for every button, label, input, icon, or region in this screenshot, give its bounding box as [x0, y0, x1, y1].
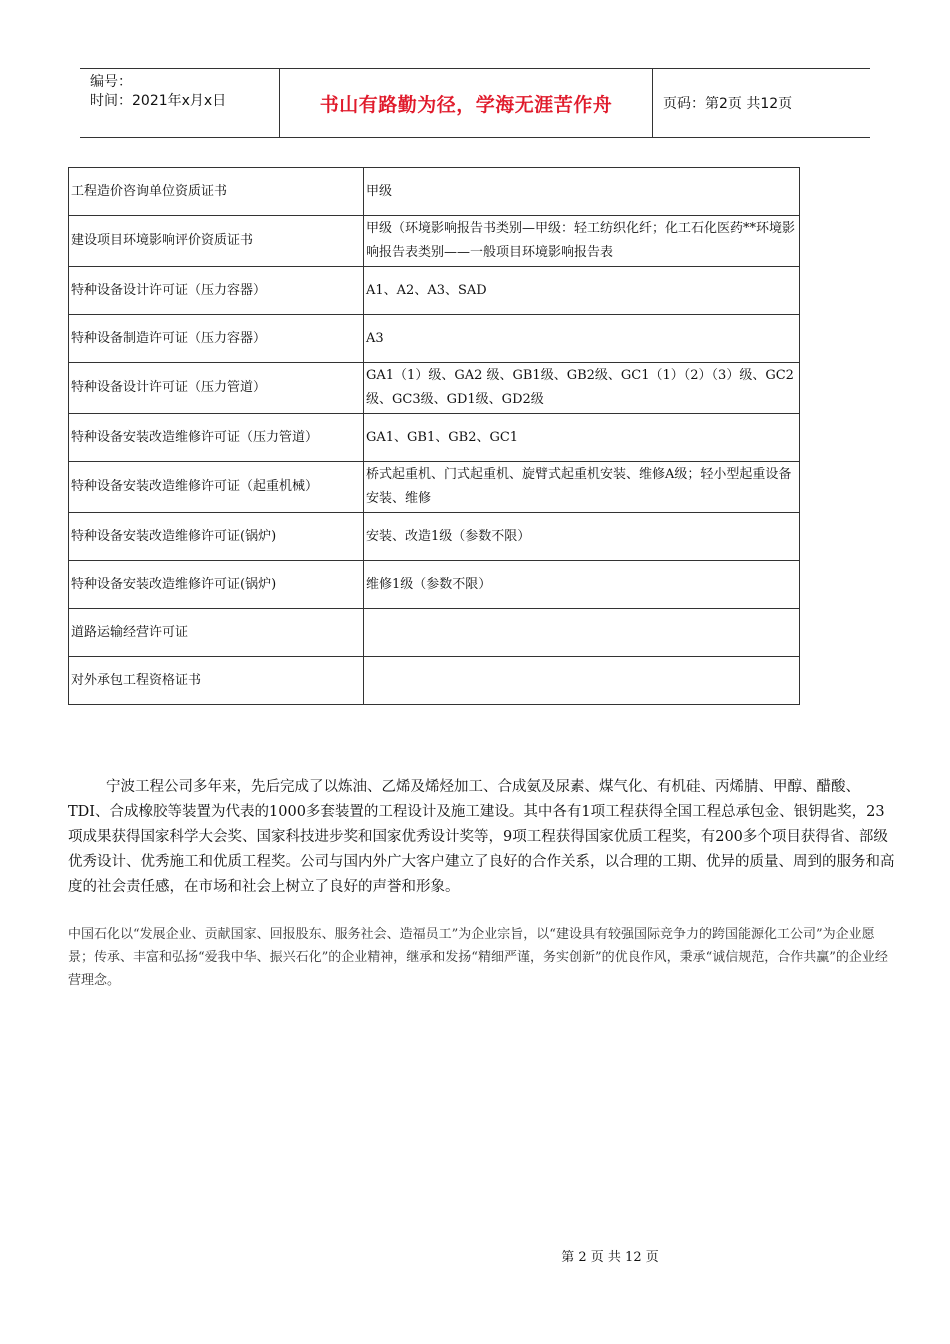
cert-value: GA1、GB1、GB2、GC1	[364, 414, 800, 462]
header-page-info: 页码：第2页 共12页	[663, 96, 793, 112]
cert-value	[364, 657, 800, 705]
cert-value: A3	[364, 315, 800, 363]
certificate-table	[68, 167, 800, 705]
table-row	[69, 363, 800, 414]
cert-name: 特种设备设计许可证（压力管道）	[69, 363, 364, 414]
page-footer	[0, 1246, 950, 1265]
page-header	[80, 68, 870, 138]
cert-value: 安装、改造1级（参数不限）	[364, 513, 800, 561]
footer-page-number: 第 2 页 共 12 页	[561, 1250, 659, 1265]
company-intro-paragraph: 宁波工程公司多年来，先后完成了以炼油、乙烯及烯烃加工、合成氨及尿素、煤气化、有机硅、丙烯腈、甲醇、醋酸、TDI、合成橡胶等装置为代表的1000多套装置的工程设计及施工建设。其中各有1项工程获得全国工程总承包金、银钥匙奖，23 项成果获得国家科学大会奖、国家科技进步奖和国家优秀设计奖等，9项工程获得国家优质工程奖，有200多个项目获得省、部级优秀设计、优秀施工和优质工程奖。公司与国内外广大客户建立了良好的合作关系，以合理的工期、优异的质量、周到的服务和高度的社会责任感，在市场和社会上树立了良好的声誉和形象。	[68, 779, 895, 895]
cert-name: 特种设备设计许可证（压力容器）	[69, 267, 364, 315]
cert-value: GA1（1）级、GA2 级、GB1级、GB2级、GC1（1）（2）（3）级、GC2 级、GC3级、GD1级、GD2级	[364, 363, 800, 414]
cert-value: 甲级	[364, 168, 800, 216]
header-slogan: 书山有路勤为径，学海无涯苦作舟	[280, 69, 653, 137]
table-row	[69, 609, 800, 657]
table-row	[69, 267, 800, 315]
cert-name: 特种设备安装改造维修许可证（起重机械）	[69, 462, 364, 513]
cert-name: 道路运输经营许可证	[69, 609, 364, 657]
number-label: 编号：	[90, 74, 132, 90]
table-row	[69, 216, 800, 267]
table-row	[69, 657, 800, 705]
cert-name: 对外承包工程资格证书	[69, 657, 364, 705]
table-row	[69, 561, 800, 609]
cert-value: 桥式起重机、门式起重机、旋臂式起重机安装、维修A级；轻小型起重设备安装、维修	[364, 462, 800, 513]
time-label: 时间：2021年x月x日	[90, 93, 227, 109]
cert-name: 建设项目环境影响评价资质证书	[69, 216, 364, 267]
cert-value: 甲级（环境影响报告书类别—甲级：轻工纺织化纤；化工石化医药**环境影响报告表类别——一般项目环境影响报告表	[364, 216, 800, 267]
cert-name: 特种设备制造许可证（压力容器）	[69, 315, 364, 363]
sinopec-mission-paragraph: 中国石化以“发展企业、贡献国家、回报股东、服务社会、造福员工”为企业宗旨，以“建设具有较强国际竞争力的跨国能源化工公司”为企业愿景；传承、丰富和弘扬“爱我中华、振兴石化”的企业精神，继承和发扬“精细严谨，务实创新”的优良作风，秉承“诚信规范，合作共赢”的企业经营理念。	[68, 927, 888, 988]
cert-name: 特种设备安装改造维修许可证（压力管道）	[69, 414, 364, 462]
table-row	[69, 414, 800, 462]
table-row	[69, 513, 800, 561]
cert-name: 特种设备安装改造维修许可证(锅炉)	[69, 561, 364, 609]
table-row	[69, 462, 800, 513]
cert-value	[364, 609, 800, 657]
cert-name: 特种设备安装改造维修许可证(锅炉)	[69, 513, 364, 561]
cert-name: 工程造价咨询单位资质证书	[69, 168, 364, 216]
table-row	[69, 315, 800, 363]
header-meta	[80, 69, 280, 137]
cert-value: 维修1级（参数不限）	[364, 561, 800, 609]
cert-value: A1、A2、A3、SAD	[364, 267, 800, 315]
table-row	[69, 168, 800, 216]
